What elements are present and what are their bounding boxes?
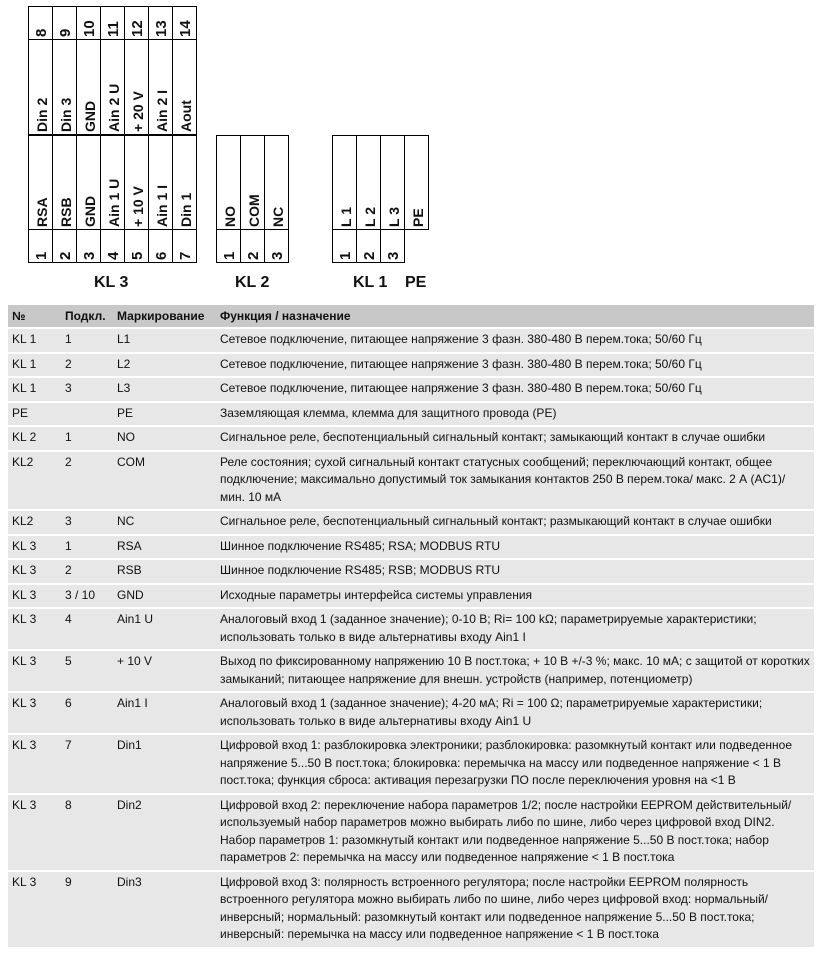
kl3-top-number-text: 9 <box>56 28 74 37</box>
kl3-bottom-label <box>124 135 149 230</box>
cell-marking: NC <box>113 510 216 535</box>
kl3-bottom-label-text: Ain 1 U <box>105 178 122 227</box>
cell-connection: 1 <box>61 328 113 353</box>
kl3-top-number <box>124 6 149 40</box>
header-no: № <box>8 305 61 328</box>
kl2-name: KL 2 <box>235 274 270 291</box>
cell-function: Аналоговый вход 1 (заданное значение); 4-20 мА; Ri = 100 Ω; параметрируемые характеристики; использовать только в виде альтернативы входу Ain1 U <box>216 692 814 734</box>
kl3-top-label <box>52 39 77 135</box>
kl3-top-number-text: 12 <box>128 20 146 37</box>
kl3-top-label <box>100 39 125 135</box>
cell-function: Шинное подключение RS485; RSB; MODBUS RTU <box>216 559 814 584</box>
cell-function: Реле состояния; сухой сигнальный контакт статусных сообщений; переключающий контакт, общее подключение; максимально допустимый ток замыкания контактов 250 В перем.тока/ макс. 2 А (AC1)/мин. 10 мА <box>216 451 814 511</box>
table-row <box>8 559 814 584</box>
cell-terminal: KL 3 <box>8 734 61 794</box>
table-row <box>8 650 814 692</box>
cell-terminal: KL2 <box>8 510 61 535</box>
kl3-bottom-number <box>124 229 149 263</box>
kl3-bottom-label-text: RSA <box>33 197 50 227</box>
cell-function: Аналоговый вход 1 (заданное значение); 0-10 В; Ri= 100 kΩ; параметрируемые характеристики; использовать только в виде альтернативы входу Ain1 I <box>216 608 814 650</box>
cell-marking: RSB <box>113 559 216 584</box>
cell-function: Выход по фиксированному напряжению 10 В пост.тока; + 10 В +/-3 %; макс. 10 мА; с защитой от коротких замыканий; питающее напряжение для внешн. устройств (например, потенциометр) <box>216 650 814 692</box>
cell-function: Шинное подключение RS485; RSA; MODBUS RTU <box>216 535 814 560</box>
header-connection: Подкл. <box>61 305 113 328</box>
kl1-number <box>356 229 381 263</box>
kl2-number-text: 3 <box>268 251 286 260</box>
kl3-bottom-label <box>172 135 197 230</box>
cell-connection: 8 <box>61 794 113 871</box>
cell-marking: Din2 <box>113 794 216 871</box>
cell-connection: 2 <box>61 451 113 511</box>
header-function: Функция / назначение <box>216 305 814 328</box>
kl3-top-number <box>52 6 77 40</box>
kl3-bottom-label <box>100 135 125 230</box>
cell-terminal: KL 2 <box>8 426 61 451</box>
kl3-bottom-label <box>148 135 173 230</box>
cell-marking: NO <box>113 426 216 451</box>
kl3-bottom-number-text: 2 <box>56 251 74 260</box>
pe-name: PE <box>405 274 427 291</box>
cell-function: Цифровой вход 3: полярность встроенного регулятора; после настройки EEPROM полярность встроенного регулятора можно выбирать либо по шине, либо через цифровой вход: нормальный/инверсный; нормальный: разомкнутый контакт или подведенное напряжение 5...50 В пост.тока; инверсный: перемычка на массу или подведенное напряжение < 1 В пост.тока <box>216 871 814 948</box>
kl3-top-label <box>172 39 197 135</box>
cell-connection: 6 <box>61 692 113 734</box>
kl3-top-label-text: GND <box>81 100 98 132</box>
kl1-name: KL 1 <box>353 274 388 291</box>
table-row <box>8 584 814 609</box>
table-row <box>8 794 814 871</box>
kl1-label <box>356 135 381 230</box>
cell-terminal: KL 3 <box>8 692 61 734</box>
cell-connection: 1 <box>61 535 113 560</box>
cell-connection: 3 <box>61 377 113 402</box>
cell-function: Цифровой вход 1: разблокировка электроники; разблокировка: разомкнутый контакт или подведенное напряжение 5...50 В пост.тока; блокировка: перемычка на массу или подведенное напряжение < 1 В пост.тока; функция сброса: активация перезагрузки ПО после переключения уровня на <1 В <box>216 734 814 794</box>
kl3-top-label-text: Din 2 <box>33 97 50 132</box>
kl3-bottom-label-text: GND <box>81 195 98 227</box>
kl3-top-number <box>28 6 53 40</box>
cell-terminal: KL 1 <box>8 328 61 353</box>
cell-function: Цифровой вход 2: переключение набора параметров 1/2; после настройки EEPROM действительный/используемый набор параметров можно выбирать либо по шине, либо через цифровой вход DIN2. Набор параметров 1: разомкнутый контакт или подведенное напряжение 5...50 В пост.тока; набор параметров 2: перемычка на массу или подведенное напряжение < 1 В пост.тока <box>216 794 814 871</box>
cell-connection: 2 <box>61 353 113 378</box>
table-row <box>8 353 814 378</box>
kl3-bottom-number-text: 3 <box>80 251 98 260</box>
cell-terminal: KL 3 <box>8 871 61 948</box>
kl3-bottom-label-text: RSB <box>57 197 74 227</box>
kl3-bottom-label <box>52 135 77 230</box>
kl3-top-label <box>28 39 53 135</box>
kl2-number <box>240 229 265 263</box>
kl3-bottom-number-text: 5 <box>128 251 146 260</box>
cell-terminal: KL 3 <box>8 535 61 560</box>
cell-connection: 1 <box>61 426 113 451</box>
kl2-label-text: NO <box>221 206 238 227</box>
kl3-bottom-label <box>76 135 101 230</box>
cell-marking: RSA <box>113 535 216 560</box>
cell-marking: L3 <box>113 377 216 402</box>
kl3-bottom-number <box>76 229 101 263</box>
pe-label-text: PE <box>409 208 426 227</box>
table-row <box>8 734 814 794</box>
kl1-number <box>332 229 357 263</box>
kl3-top-label-text: Ain 2 U <box>105 83 122 132</box>
kl2-label <box>240 135 265 230</box>
table-row <box>8 402 814 427</box>
table-row <box>8 451 814 511</box>
kl2-number-text: 1 <box>220 251 238 260</box>
kl3-top-number-text: 11 <box>104 21 122 37</box>
cell-connection: 5 <box>61 650 113 692</box>
cell-marking: Din3 <box>113 871 216 948</box>
table-row <box>8 377 814 402</box>
kl2-number <box>264 229 289 263</box>
cell-connection: 9 <box>61 871 113 948</box>
kl3-top-number <box>172 6 197 40</box>
cell-connection: 3 / 10 <box>61 584 113 609</box>
table-row <box>8 871 814 948</box>
cell-terminal: KL2 <box>8 451 61 511</box>
kl3-top-label-text: Ain 2 I <box>153 89 170 132</box>
cell-connection: 3 <box>61 510 113 535</box>
kl1-label <box>332 135 357 230</box>
kl1-number-text: 2 <box>360 251 378 260</box>
cell-terminal: KL 3 <box>8 608 61 650</box>
table-row <box>8 510 814 535</box>
kl3-top-number <box>76 6 101 40</box>
cell-terminal: KL 1 <box>8 353 61 378</box>
table-row <box>8 608 814 650</box>
kl1-number-text: 1 <box>336 251 354 260</box>
kl3-bottom-number <box>100 229 125 263</box>
kl3-bottom-number <box>28 229 53 263</box>
cell-terminal: KL 3 <box>8 650 61 692</box>
cell-terminal: KL 3 <box>8 584 61 609</box>
kl2-label-text: NC <box>269 206 286 227</box>
kl3-top-number <box>100 6 125 40</box>
kl3-bottom-label-text: + 10 V <box>129 186 146 227</box>
kl2-label <box>264 135 289 230</box>
cell-connection: 7 <box>61 734 113 794</box>
kl3-top-label <box>76 39 101 135</box>
kl2-label-text: COM <box>245 194 262 227</box>
cell-marking: Din1 <box>113 734 216 794</box>
kl3-bottom-number-text: 4 <box>104 251 122 260</box>
terminal-table <box>8 305 814 949</box>
kl2-label <box>216 135 241 230</box>
kl1-label-text: L 1 <box>337 207 354 227</box>
kl3-top-number <box>148 6 173 40</box>
pe-label <box>404 135 429 230</box>
cell-terminal: PE <box>8 402 61 427</box>
cell-marking: Ain1 U <box>113 608 216 650</box>
kl3-top-label <box>148 39 173 135</box>
kl3-bottom-number <box>52 229 77 263</box>
kl3-bottom-number-text: 7 <box>176 251 194 260</box>
kl2-number-text: 2 <box>244 251 262 260</box>
cell-function: Сигнальное реле, беспотенциальный сигнальный контакт; размыкающий контакт в случае ошибки <box>216 510 814 535</box>
kl1-number <box>380 229 405 263</box>
kl3-top-number-text: 8 <box>32 28 50 37</box>
cell-connection <box>61 402 113 427</box>
cell-marking: COM <box>113 451 216 511</box>
table-row <box>8 328 814 353</box>
cell-function: Исходные параметры интерфейса системы управления <box>216 584 814 609</box>
kl3-top-label-text: + 20 V <box>129 91 146 132</box>
kl1-label-text: L 3 <box>385 207 402 227</box>
table-row <box>8 535 814 560</box>
cell-terminal: KL 3 <box>8 559 61 584</box>
cell-terminal: KL 3 <box>8 794 61 871</box>
kl2-number <box>216 229 241 263</box>
kl3-top-label <box>124 39 149 135</box>
cell-terminal: KL 1 <box>8 377 61 402</box>
cell-function: Сетевое подключение, питающее напряжение 3 фазн. 380-480 В перем.тока; 50/60 Гц <box>216 328 814 353</box>
header-marking: Маркирование <box>113 305 216 328</box>
cell-function: Заземляющая клемма, клемма для защитного провода (PE) <box>216 402 814 427</box>
kl3-bottom-number-text: 1 <box>32 251 50 260</box>
cell-marking: GND <box>113 584 216 609</box>
kl3-bottom-number <box>172 229 197 263</box>
table-row <box>8 692 814 734</box>
cell-marking: Ain1 I <box>113 692 216 734</box>
kl3-top-label-text: Din 3 <box>57 97 74 132</box>
cell-marking: L2 <box>113 353 216 378</box>
kl1-label <box>380 135 405 230</box>
table-header-row <box>8 305 814 328</box>
table-row <box>8 426 814 451</box>
kl3-bottom-label-text: Din 1 <box>177 192 194 227</box>
kl3-top-label-text: Aout <box>177 100 194 132</box>
kl3-top-number-text: 10 <box>80 20 98 37</box>
kl3-name: KL 3 <box>94 274 129 291</box>
cell-function: Сигнальное реле, беспотенциальный сигнальный контакт; замыкающий контакт в случае ошибки <box>216 426 814 451</box>
terminal-diagram <box>0 0 819 300</box>
kl1-label-text: L 2 <box>361 207 378 227</box>
kl3-bottom-label <box>28 135 53 230</box>
cell-marking: PE <box>113 402 216 427</box>
cell-connection: 2 <box>61 559 113 584</box>
cell-function: Сетевое подключение, питающее напряжение 3 фазн. 380-480 В перем.тока; 50/60 Гц <box>216 353 814 378</box>
cell-function: Сетевое подключение, питающее напряжение 3 фазн. 380-480 В перем.тока; 50/60 Гц <box>216 377 814 402</box>
cell-marking: + 10 V <box>113 650 216 692</box>
kl3-bottom-number <box>148 229 173 263</box>
cell-connection: 4 <box>61 608 113 650</box>
kl3-top-number-text: 13 <box>152 20 170 37</box>
kl3-bottom-number-text: 6 <box>152 251 170 260</box>
kl3-top-number-text: 14 <box>176 20 194 37</box>
kl3-bottom-label-text: Ain 1 I <box>153 184 170 227</box>
cell-marking: L1 <box>113 328 216 353</box>
kl1-number-text: 3 <box>384 251 402 260</box>
